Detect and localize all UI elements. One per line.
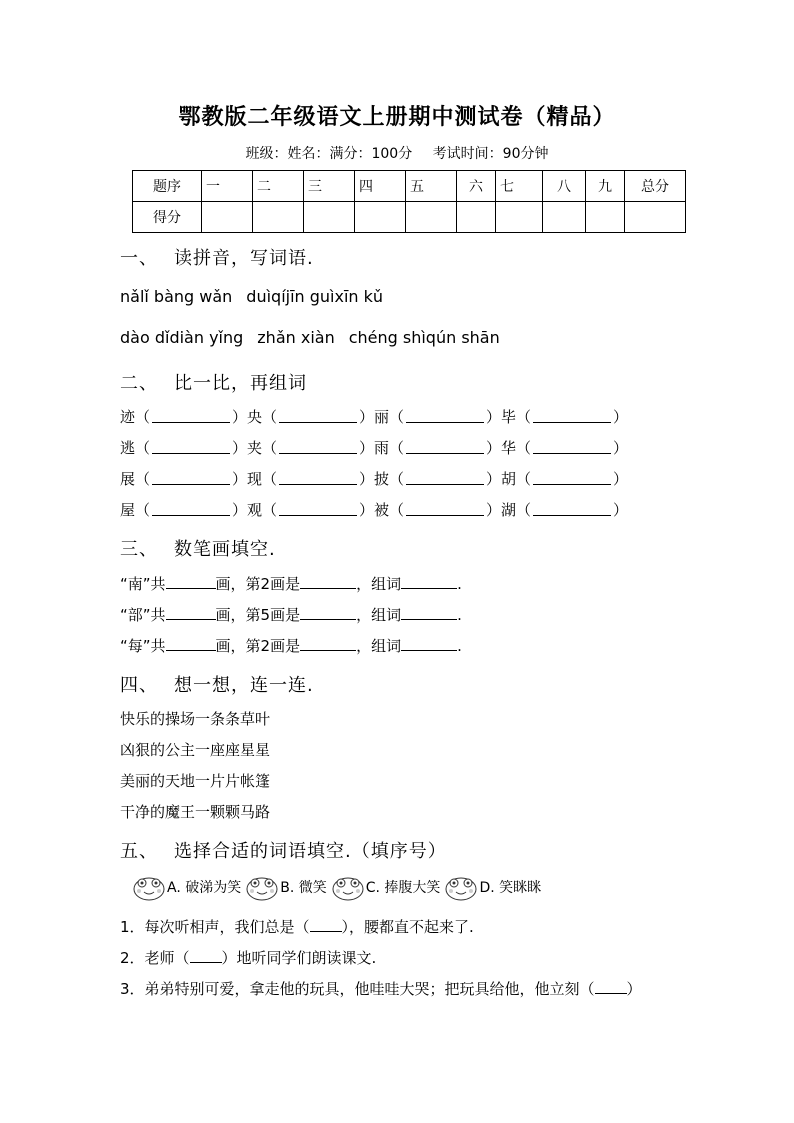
header-cell: 三 <box>304 171 355 202</box>
word-blank[interactable] <box>533 472 611 485</box>
header-cell: 九 <box>586 171 625 202</box>
compare-row <box>120 468 628 489</box>
word-blank[interactable] <box>406 441 484 454</box>
answer-blank[interactable] <box>166 605 216 620</box>
connect-item: 干净的魔王一颗颗马路 <box>120 803 271 821</box>
answer-blank[interactable] <box>300 605 356 620</box>
word-blank[interactable] <box>279 503 357 516</box>
stroke-end: ，组词 <box>356 575 402 593</box>
paren-open: （ <box>389 439 405 457</box>
compare-row <box>120 499 628 520</box>
score-cell[interactable] <box>406 202 457 233</box>
score-cell[interactable] <box>586 202 625 233</box>
score-cell[interactable] <box>304 202 355 233</box>
period: . <box>457 575 462 593</box>
paren-close: ） <box>613 470 629 488</box>
compare-char: 展 <box>120 470 136 488</box>
answer-blank[interactable] <box>166 636 216 651</box>
compare-cell <box>501 406 628 427</box>
paren-close: ） <box>232 470 248 488</box>
word-blank[interactable] <box>152 441 230 454</box>
paren-open: （ <box>262 439 278 457</box>
stroke-end: ，组词 <box>356 606 402 624</box>
stroke-mid: 画，第2画是 <box>215 575 301 593</box>
header-cell: 四 <box>355 171 406 202</box>
paren-close: ） <box>486 408 502 426</box>
answer-blank[interactable] <box>595 979 627 994</box>
word-blank[interactable] <box>533 503 611 516</box>
paren-open: （ <box>262 470 278 488</box>
answer-blank[interactable] <box>300 574 356 589</box>
paren-close: ） <box>232 501 248 519</box>
header-cell: 七 <box>496 171 543 202</box>
compare-char: 湖 <box>501 501 517 519</box>
stroke-char: “部”共 <box>120 606 166 624</box>
paren-close: ） <box>486 470 502 488</box>
exam-time: 考试时间：90分钟 <box>432 146 549 162</box>
section-3-heading: 三、 数笔画填空. <box>120 539 276 560</box>
word-blank[interactable] <box>279 410 357 423</box>
answer-blank[interactable] <box>401 574 457 589</box>
paren-open: （ <box>516 470 532 488</box>
compare-char: 丽 <box>374 408 390 426</box>
word-blank[interactable] <box>406 503 484 516</box>
score-table <box>132 170 686 233</box>
score-cell[interactable] <box>355 202 406 233</box>
word-blank[interactable] <box>152 503 230 516</box>
paren-open: （ <box>135 408 151 426</box>
score-cell[interactable] <box>625 202 686 233</box>
answer-blank[interactable] <box>310 917 342 932</box>
pinyin-line-2: dào dǐdiàn yǐng zhǎn xiàn chéng shìqún shān <box>120 328 500 347</box>
paren-close: ） <box>486 501 502 519</box>
compare-cell <box>374 499 501 520</box>
exam-info <box>0 143 794 163</box>
paren-close: ） <box>232 408 248 426</box>
paren-open: （ <box>389 501 405 519</box>
header-cell: 五 <box>406 171 457 202</box>
page-title: 鄂教版二年级语文上册期中测试卷（精品） <box>178 104 616 130</box>
compare-cell <box>120 406 247 427</box>
section-4-heading: 四、 想一想，连一连. <box>120 675 314 696</box>
compare-cell <box>247 437 374 458</box>
score-table-score-row <box>133 202 686 233</box>
option-a: A. 破涕为笑 <box>132 873 241 901</box>
compare-row <box>120 406 628 427</box>
section-2-heading: 二、 比一比，再组词 <box>120 373 307 394</box>
compare-char: 观 <box>247 501 263 519</box>
paren-open: （ <box>135 439 151 457</box>
stroke-end: ，组词 <box>356 637 402 655</box>
paren-open: （ <box>516 439 532 457</box>
compare-cell <box>501 468 628 489</box>
word-blank[interactable] <box>152 472 230 485</box>
pinyin-line-1: nǎlǐ bàng wǎn duìqíjīn guìxīn kǔ <box>120 287 384 306</box>
section-1-heading: 一、 读拼音，写词语. <box>120 248 314 269</box>
connect-item: 快乐的操场一条条草叶 <box>120 710 271 728</box>
option-d: D. 笑眯眯 <box>444 873 541 901</box>
paren-close: ） <box>232 439 248 457</box>
cartoon-face-icon <box>245 873 279 901</box>
compare-cell <box>374 468 501 489</box>
paren-open: （ <box>135 470 151 488</box>
period: . <box>457 606 462 624</box>
compare-char: 迹 <box>120 408 136 426</box>
row-label: 得分 <box>133 202 202 233</box>
word-blank[interactable] <box>406 410 484 423</box>
paren-open: （ <box>516 408 532 426</box>
header-cell: 总分 <box>625 171 686 202</box>
paren-close: ） <box>613 439 629 457</box>
class-name-score: 班级：姓名：满分：100分 <box>245 146 413 162</box>
compare-cell <box>120 468 247 489</box>
score-cell[interactable] <box>543 202 586 233</box>
word-blank[interactable] <box>406 472 484 485</box>
compare-cell <box>501 437 628 458</box>
word-blank[interactable] <box>533 410 611 423</box>
paren-open: （ <box>262 408 278 426</box>
question-2: 2．老师（ ）地听同学们朗读课文. <box>120 949 377 967</box>
header-cell: 一 <box>202 171 253 202</box>
paren-open: （ <box>389 470 405 488</box>
score-table-header-row <box>133 171 686 202</box>
connect-item: 美丽的天地一片片帐篷 <box>120 772 271 790</box>
compare-char: 被 <box>374 501 390 519</box>
compare-char: 披 <box>374 470 390 488</box>
compare-cell <box>247 499 374 520</box>
option-c: C. 捧腹大笑 <box>331 873 441 901</box>
score-cell[interactable] <box>202 202 253 233</box>
stroke-mid: 画，第5画是 <box>215 606 301 624</box>
stroke-char: “南”共 <box>120 575 166 593</box>
compare-char: 屋 <box>120 501 136 519</box>
compare-row <box>120 437 628 458</box>
compare-char: 毕 <box>501 408 517 426</box>
paren-close: ） <box>486 439 502 457</box>
answer-blank[interactable] <box>190 948 222 963</box>
compare-cell <box>120 499 247 520</box>
compare-char: 央 <box>247 408 263 426</box>
paren-close: ） <box>359 439 375 457</box>
cartoon-face-icon <box>444 873 478 901</box>
stroke-char: “每”共 <box>120 637 166 655</box>
paren-close: ） <box>613 501 629 519</box>
compare-char: 雨 <box>374 439 390 457</box>
header-cell: 题序 <box>133 171 202 202</box>
cartoon-face-icon <box>331 873 365 901</box>
score-cell[interactable] <box>496 202 543 233</box>
compare-char: 逃 <box>120 439 136 457</box>
header-cell: 六 <box>457 171 496 202</box>
answer-blank[interactable] <box>166 574 216 589</box>
option-b: B. 微笑 <box>245 873 327 901</box>
compare-cell <box>247 406 374 427</box>
period: . <box>457 637 462 655</box>
word-blank[interactable] <box>533 441 611 454</box>
paren-open: （ <box>516 501 532 519</box>
word-options <box>132 873 545 901</box>
stroke-question <box>120 604 462 625</box>
score-cell[interactable] <box>253 202 304 233</box>
word-blank[interactable] <box>279 472 357 485</box>
header-cell: 二 <box>253 171 304 202</box>
paren-close: ） <box>359 408 375 426</box>
compare-cell <box>247 468 374 489</box>
paren-close: ） <box>613 408 629 426</box>
stroke-question <box>120 573 462 594</box>
paren-close: ） <box>359 501 375 519</box>
compare-char: 现 <box>247 470 263 488</box>
connect-item: 凶狠的公主一座座星星 <box>120 741 271 759</box>
section-5-heading: 五、 选择合适的词语填空.（填序号） <box>120 841 447 862</box>
compare-cell <box>501 499 628 520</box>
stroke-mid: 画，第2画是 <box>215 637 301 655</box>
compare-char: 华 <box>501 439 517 457</box>
compare-char: 夹 <box>247 439 263 457</box>
paren-open: （ <box>389 408 405 426</box>
paren-open: （ <box>135 501 151 519</box>
cartoon-face-icon <box>132 873 166 901</box>
header-cell: 八 <box>543 171 586 202</box>
score-cell[interactable] <box>457 202 496 233</box>
word-blank[interactable] <box>279 441 357 454</box>
answer-blank[interactable] <box>401 605 457 620</box>
answer-blank[interactable] <box>300 636 356 651</box>
stroke-question <box>120 635 462 656</box>
answer-blank[interactable] <box>401 636 457 651</box>
question-1: 1．每次听相声，我们总是（ ），腰都直不起来了. <box>120 918 474 936</box>
compare-char: 胡 <box>501 470 517 488</box>
compare-cell <box>374 437 501 458</box>
paren-open: （ <box>262 501 278 519</box>
paren-close: ） <box>359 470 375 488</box>
word-blank[interactable] <box>152 410 230 423</box>
compare-cell <box>120 437 247 458</box>
compare-cell <box>374 406 501 427</box>
question-3: 3．弟弟特别可爱，拿走他的玩具，他哇哇大哭；把玩具给他，他立刻（ ） <box>120 980 642 998</box>
